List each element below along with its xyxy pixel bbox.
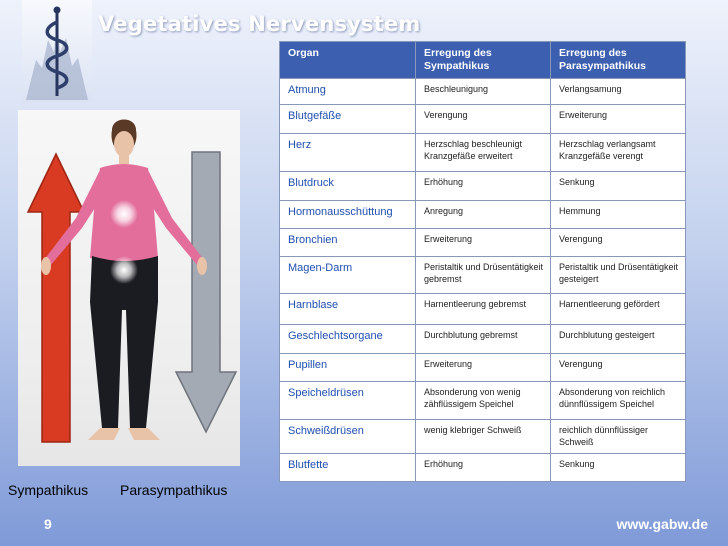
sympathikus-cell: Durchblutung gebremst: [416, 325, 551, 354]
sympathikus-cell: Absonderung von wenig zähflüssigem Speichel: [416, 382, 551, 420]
table-row: [280, 325, 686, 354]
parasympathikus-cell: Hemmung: [551, 201, 686, 229]
parasympathikus-cell: reichlich dünnflüssiger Schweiß: [551, 420, 686, 454]
sympathikus-cell: Peristaltik und Drüsentätigkeit gebremst: [416, 257, 551, 294]
page-number: 9: [44, 516, 52, 532]
logo: [22, 0, 92, 102]
table-row: [280, 172, 686, 201]
parasympathikus-cell: Harnentleerung gefördert: [551, 294, 686, 325]
organ-cell: Blutfette: [280, 454, 416, 482]
parasympathikus-cell: Herzschlag verlangsamt Kranzgefäße verengt: [551, 134, 686, 172]
sympathikus-cell: Erweiterung: [416, 354, 551, 382]
table-row: [280, 134, 686, 172]
organ-cell: Harnblase: [280, 294, 416, 325]
table-row: [280, 257, 686, 294]
organ-table: [279, 41, 686, 482]
parasympathikus-cell: Peristaltik und Drüsentätigkeit gesteigert: [551, 257, 686, 294]
sympathikus-cell: Herzschlag beschleunigt Kranzgefäße erweitert: [416, 134, 551, 172]
sympathikus-cell: Anregung: [416, 201, 551, 229]
sympathikus-cell: Erhöhung: [416, 172, 551, 201]
parasympathikus-cell: Verlangsamung: [551, 79, 686, 105]
sympathikus-cell: wenig klebriger Schweiß: [416, 420, 551, 454]
table-row: [280, 79, 686, 105]
table-row: [280, 201, 686, 229]
header-organ: Organ: [280, 42, 416, 79]
table-row: [280, 229, 686, 257]
parasympathikus-cell: Senkung: [551, 172, 686, 201]
organ-cell: Hormonausschüttung: [280, 201, 416, 229]
organ-cell: Bronchien: [280, 229, 416, 257]
organ-cell: Magen-Darm: [280, 257, 416, 294]
organ-cell: Herz: [280, 134, 416, 172]
organ-cell: Schweißdrüsen: [280, 420, 416, 454]
sympathikus-cell: Erhöhung: [416, 454, 551, 482]
parasympathikus-cell: Senkung: [551, 454, 686, 482]
parasympathikus-cell: Durchblutung gesteigert: [551, 325, 686, 354]
organ-cell: Blutdruck: [280, 172, 416, 201]
woman-photo: [18, 110, 240, 466]
organ-cell: Atmung: [280, 79, 416, 105]
header-parasympathikus: Erregung des Parasympathikus: [551, 42, 686, 79]
sympathikus-cell: Beschleunigung: [416, 79, 551, 105]
parasympathikus-cell: Absonderung von reichlich dünnflüssigem Speichel: [551, 382, 686, 420]
table-row: [280, 420, 686, 454]
parasympathikus-cell: Verengung: [551, 229, 686, 257]
organ-cell: Geschlechtsorgane: [280, 325, 416, 354]
sympathikus-cell: Harnentleerung gebremst: [416, 294, 551, 325]
sympathikus-cell: Verengung: [416, 105, 551, 134]
table-row: [280, 105, 686, 134]
table-header-row: [280, 42, 686, 79]
parasympathikus-arrow-icon: [176, 152, 236, 432]
page-title: Vegetatives Nervensystem: [98, 12, 421, 36]
organ-cell: Pupillen: [280, 354, 416, 382]
caption-parasympathikus: Parasympathikus: [120, 482, 228, 498]
parasympathikus-cell: Erweiterung: [551, 105, 686, 134]
website-link[interactable]: www.gabw.de: [616, 516, 708, 532]
caduceus-logo-icon: [22, 0, 92, 102]
sympathikus-arrow-icon: [28, 154, 84, 442]
table-row: [280, 382, 686, 420]
organ-cell: Speicheldrüsen: [280, 382, 416, 420]
table-row: [280, 354, 686, 382]
caption-sympathikus: Sympathikus: [8, 482, 89, 498]
organ-cell: Blutgefäße: [280, 105, 416, 134]
header-sympathikus: Erregung des Sympathikus: [416, 42, 551, 79]
parasympathikus-cell: Verengung: [551, 354, 686, 382]
table-row: [280, 454, 686, 482]
sympathikus-cell: Erweiterung: [416, 229, 551, 257]
table-row: [280, 294, 686, 325]
